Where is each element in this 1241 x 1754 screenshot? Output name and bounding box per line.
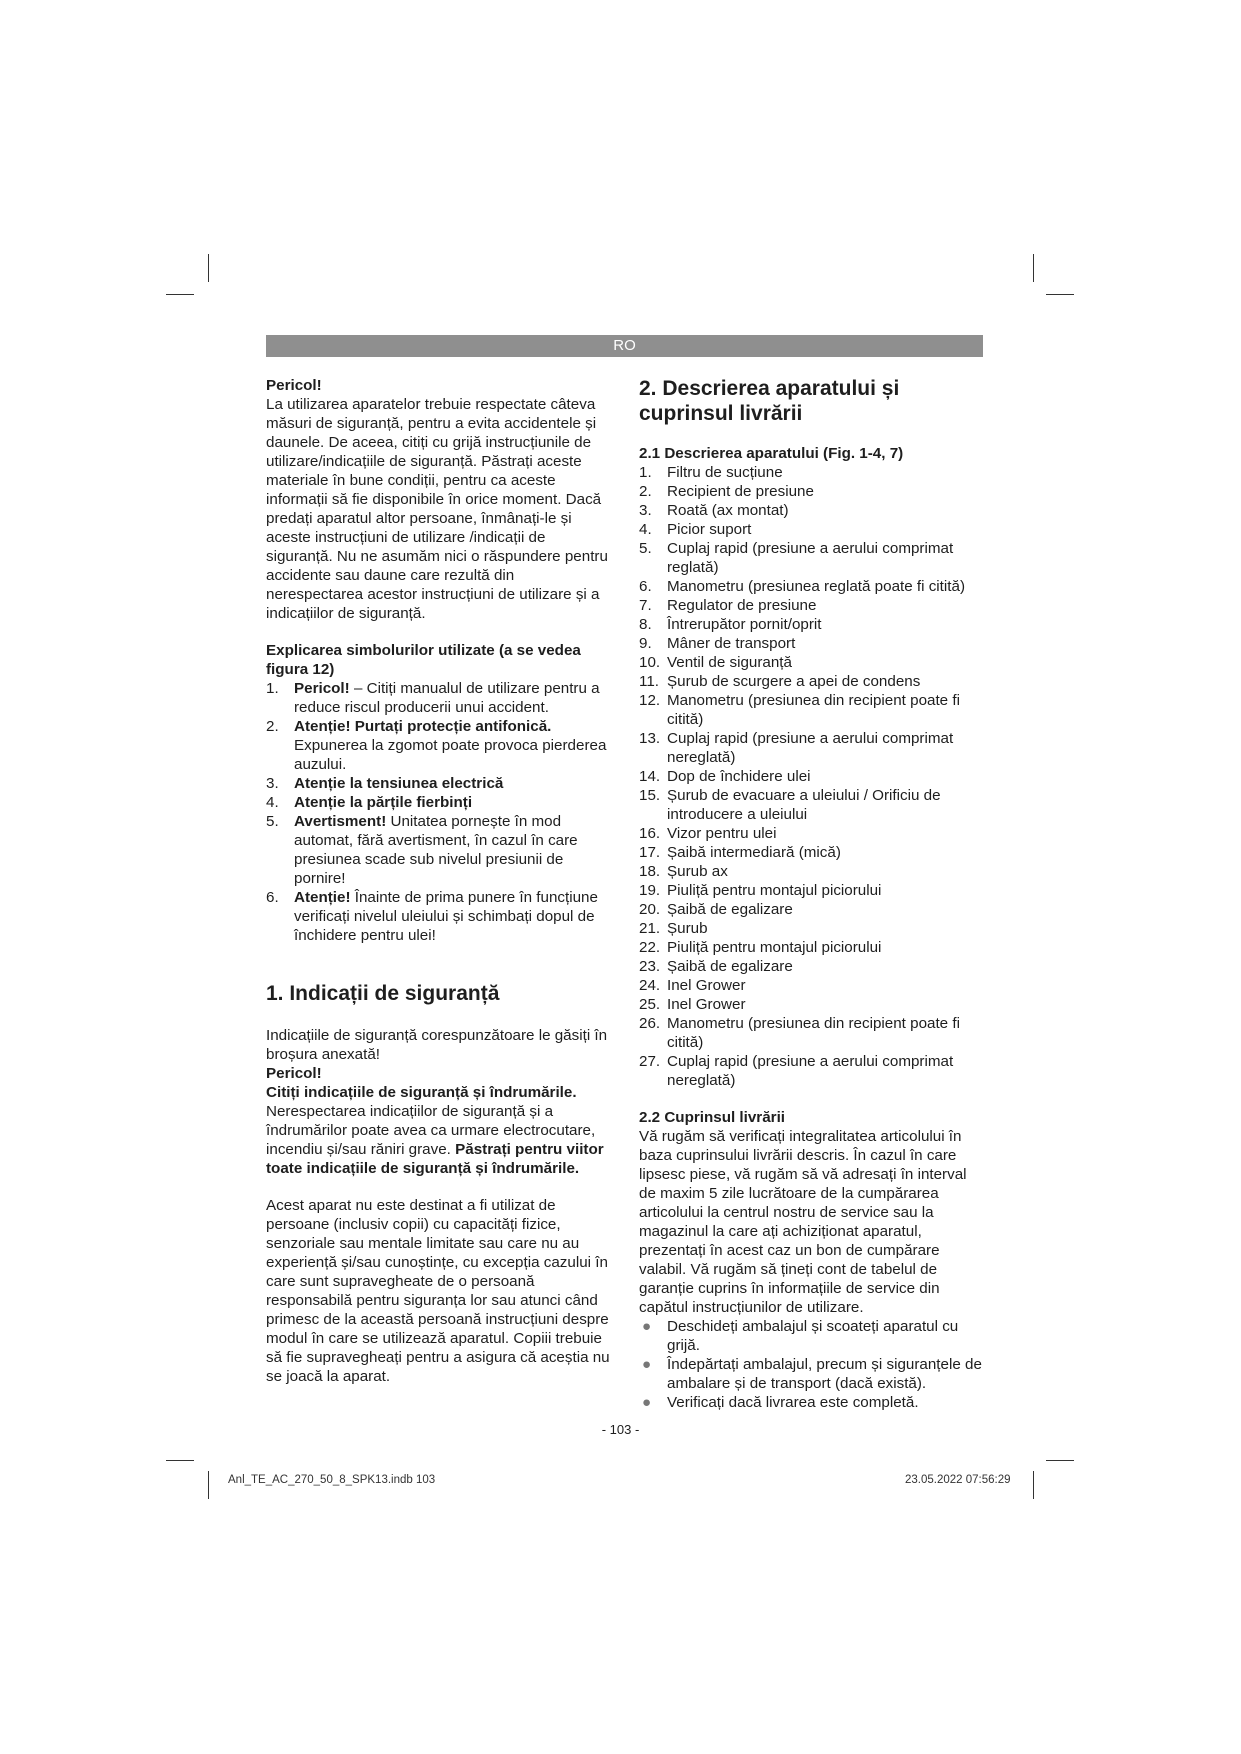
footer-filename: Anl_TE_AC_270_50_8_SPK13.indb 103 [228, 1474, 436, 1486]
crop-mark [1046, 294, 1074, 295]
list-item: ● Deschideți ambalajul și scoateți aparatul cu grijă. [642, 1318, 959, 1354]
section1-children-text: Acest aparat nu este destinat a fi utilizat de persoane (inclusiv copii) cu capacități fizice, senzoriale sau mentale limitate sau care nu au experiență și/sau cunoștințe, cu excepția cazului în care sunt supravegheate de o persoană responsabilă pentru siguranța lor sau atunci când primesc de la această persoană instrucțiuni despre modul în care se utilizează aparatul. Copiii trebuie să fie supravegheați pentru a asigura că aceștia nu se joacă la aparat. [266, 1197, 610, 1385]
list-item: 20. Șaibă de egalizare [639, 901, 793, 918]
danger-text: La utilizarea aparatelor trebuie respectate câteva măsuri de siguranță, pentru a evita accidentele și daunele. De aceea, citiți cu grijă instrucțiunile de utilizare/indicațiile de siguranță. Păstrați aceste materiale în bune condiții, pentru ca aceste informații să fie disponibile în orice moment. Dacă predați aparatul altor persoane, înmânați-le și aceste instrucțiuni de utilizare /indicații de siguranță. Nu ne asumăm nici o răspundere pentru accidente sau daune care rezultă din nerespectarea acestor instrucțiuni de utilizare și a indicațiilor de siguranță. [266, 396, 608, 622]
section1-read: Citiți indicațiile de siguranță și îndrumările. [266, 1084, 577, 1101]
list-item: 13. Cuplaj rapid (presiune a aerului comprimat nereglată) [639, 730, 954, 766]
list-item: 14. Dop de închidere ulei [639, 768, 811, 785]
list-item: ● Îndepărtați ambalajul, precum și siguranțele de ambalare și de transport (dacă există). [642, 1356, 982, 1392]
symbol-item: 6. Atenție! Înainte de prima punere în funcțiune verificați nivelul uleiului și schimbați dopul de închidere pentru ulei! [266, 889, 598, 944]
section1-title: 1. Indicații de siguranță [266, 982, 500, 1005]
bullet-icon: ● [642, 1356, 652, 1373]
list-item: ● Verificați dacă livrarea este completă. [642, 1394, 919, 1411]
list-item: 17. Șaibă intermediară (mică) [639, 844, 841, 861]
right-column [639, 376, 984, 1412]
sub21-title: 2.1 Descrierea aparatului (Fig. 1-4, 7) [639, 445, 904, 462]
list-item: 10. Ventil de siguranță [639, 654, 792, 671]
danger-title: Pericol! [266, 377, 322, 394]
crop-mark [166, 294, 194, 295]
left-column [266, 376, 611, 1386]
list-item: 4. Picior suport [639, 521, 752, 538]
bullet-icon: ● [642, 1318, 652, 1335]
language-header-bar: RO [266, 335, 983, 357]
crop-mark [208, 254, 209, 282]
list-item: 23. Șaibă de egalizare [639, 958, 793, 975]
crop-mark [1033, 1471, 1034, 1499]
footer-timestamp: 23.05.2022 07:56:29 [905, 1474, 1011, 1486]
list-item: 3. Roată (ax montat) [639, 502, 789, 519]
list-item: 8. Întrerupător pornit/oprit [639, 616, 822, 633]
list-item: 21. Șurub [639, 920, 708, 937]
list-item: 2. Recipient de presiune [639, 483, 814, 500]
list-item: 27. Cuplaj rapid (presiune a aerului comprimat nereglată) [639, 1053, 954, 1089]
symbol-item: 1. Pericol! – Citiți manualul de utilizare pentru a reduce riscul producerii unui accident. [266, 680, 600, 716]
crop-mark [166, 1460, 194, 1461]
symbol-item: 4. Atenție la părțile fierbinți [266, 794, 473, 811]
crop-mark [208, 1471, 209, 1499]
list-item: 24. Inel Grower [639, 977, 746, 994]
section2-title: 2. Descrierea aparatului și cuprinsul livrării [639, 377, 900, 425]
section1-danger: Pericol! [266, 1065, 322, 1082]
list-item: 7. Regulator de presiune [639, 597, 817, 614]
list-item: 5. Cuplaj rapid (presiune a aerului comprimat reglată) [639, 540, 954, 576]
list-item: 22. Piuliță pentru montajul piciorului [639, 939, 882, 956]
list-item: 12. Manometru (presiunea din recipient poate fi citită) [639, 692, 960, 728]
section1-text: Nerespectarea indicațiilor de siguranță și a îndrumărilor poate avea ca urmare electrocutare, incendiu și/sau răniri grave. Păstrați pentru viitor toate indicațiile de siguranță și îndrumările. [266, 1103, 604, 1177]
symbol-item: 3. Atenție la tensiunea electrică [266, 775, 504, 792]
bullet-icon: ● [642, 1394, 652, 1411]
list-item: 6. Manometru (presiunea reglată poate fi citită) [639, 578, 965, 595]
crop-mark [1033, 254, 1034, 282]
parts-list [639, 463, 984, 1090]
symbol-item: 2. Atenție! Purtați protecție antifonică. Expunerea la zgomot poate provoca pierderea auzului. [266, 718, 607, 773]
sub22-title: 2.2 Cuprinsul livrării [639, 1109, 786, 1126]
list-item: 9. Mâner de transport [639, 635, 796, 652]
symbols-list [266, 679, 611, 945]
section1-intro: Indicațiile de siguranță corespunzătoare le găsiți în broșura anexată! [266, 1027, 608, 1063]
crop-mark [1046, 1460, 1074, 1461]
symbol-item: 5. Avertisment! Unitatea pornește în mod automat, fără avertisment, în cazul în care presiunea scade sub nivelul presiunii de pornire! [266, 813, 578, 887]
list-item: 26. Manometru (presiunea din recipient poate fi citită) [639, 1015, 960, 1051]
sub22-text: Vă rugăm să verificați integralitatea articolului în baza cuprinsului livrării descris. În cazul în care lipsesc piese, vă rugăm să vă adresați în interval de maxim 5 zile lucrătoare de la cumpărarea articolului la centrul nostru de service sau la magazinul la care ați achiziționat aparatul, prezentați în acest caz un bon de cumpărare valabil. Vă rugăm să țineți cont de tabelul de garanție cuprins în informațiile de service din capătul instrucțiunilor de utilizare. [639, 1128, 967, 1316]
list-item: 18. Șurub ax [639, 863, 728, 880]
list-item: 1. Filtru de sucțiune [639, 464, 783, 481]
symbols-title: Explicarea simbolurilor utilizate (a se vedea figura 12) [266, 642, 581, 678]
list-item: 19. Piuliță pentru montajul piciorului [639, 882, 882, 899]
list-item: 25. Inel Grower [639, 996, 746, 1013]
page-number: - 103 - [601, 1422, 640, 1437]
list-item: 11. Șurub de scurgere a apei de condens [639, 673, 921, 690]
list-item: 16. Vizor pentru ulei [639, 825, 777, 842]
checklist [639, 1317, 984, 1412]
list-item: 15. Șurub de evacuare a uleiului / Orificiu de introducere a uleiului [639, 787, 941, 823]
